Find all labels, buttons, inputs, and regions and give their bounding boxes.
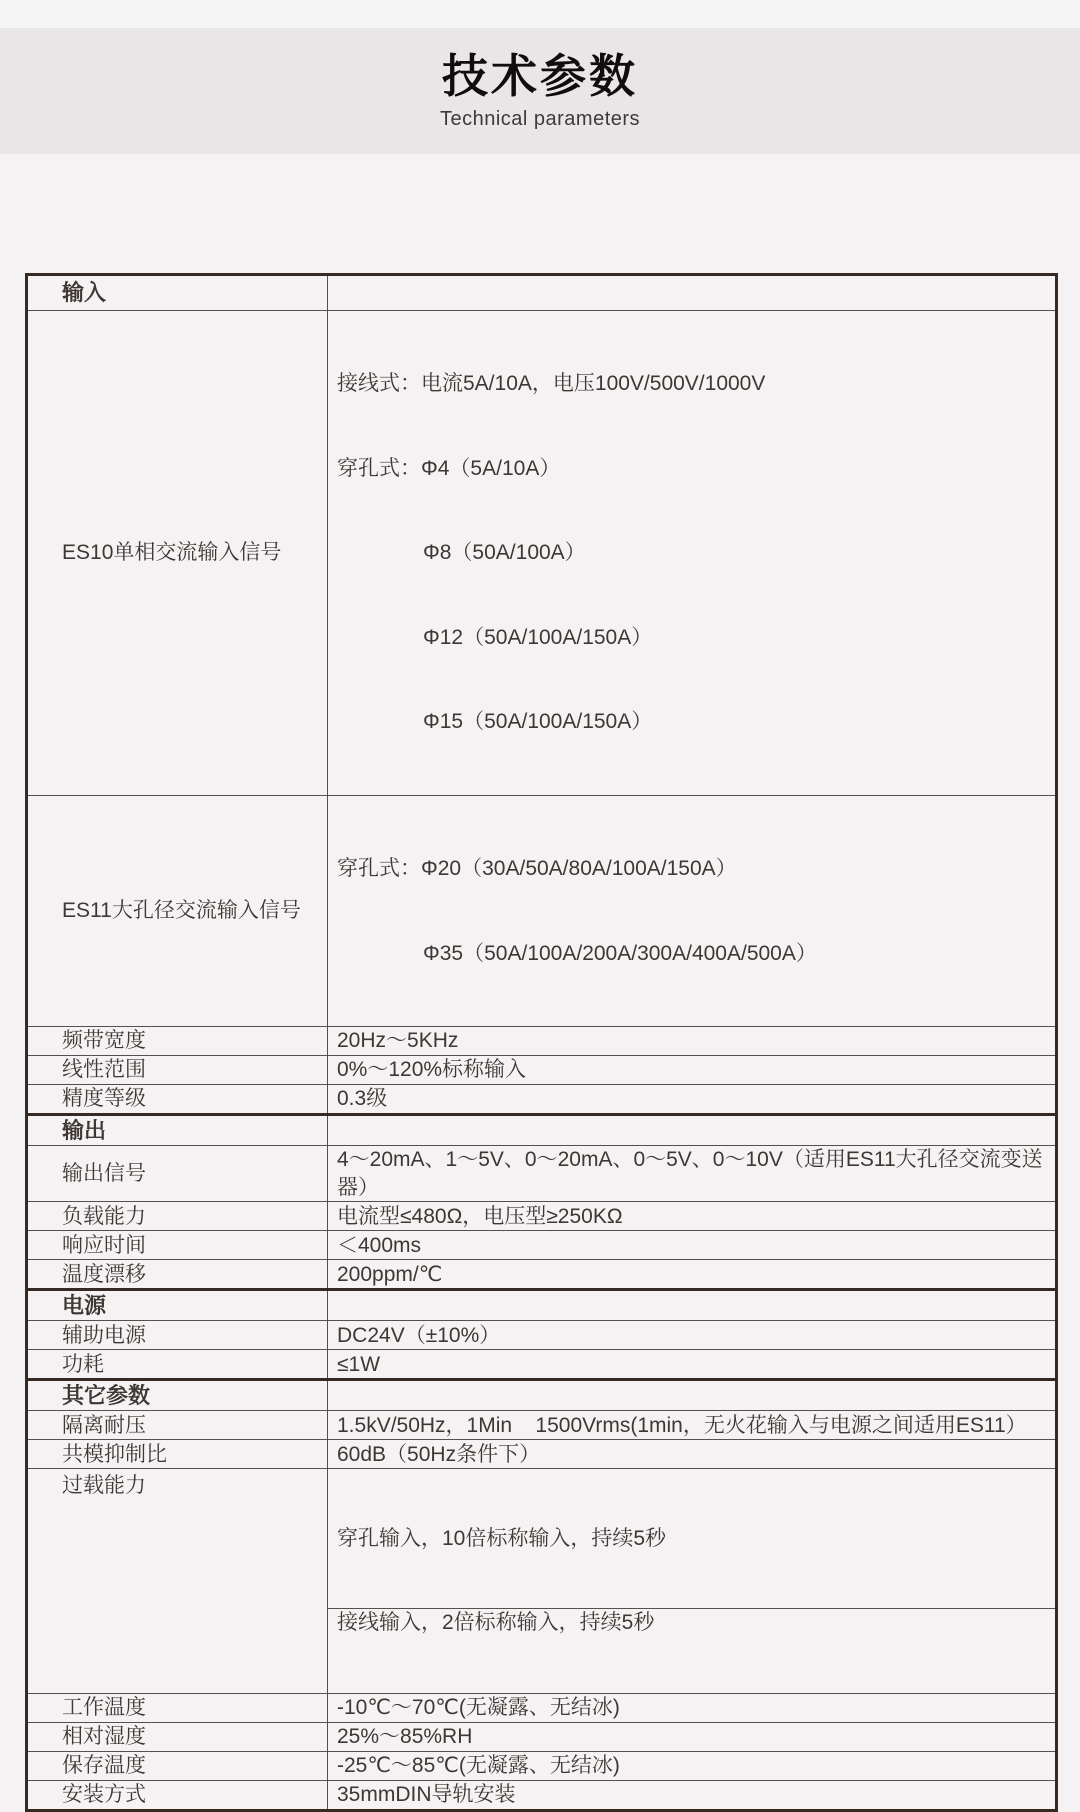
row-label: ES10单相交流输入信号 bbox=[28, 311, 328, 795]
title-band bbox=[0, 28, 1080, 154]
row-label: 隔离耐压 bbox=[28, 1411, 328, 1439]
row-value: -25℃～85℃(无凝露、无结冰) bbox=[337, 1753, 620, 1777]
table-row bbox=[28, 795, 1055, 1026]
row-label: 安装方式 bbox=[28, 1781, 328, 1809]
table-row bbox=[28, 1026, 1055, 1055]
section-spacer bbox=[328, 276, 1055, 310]
row-value: 60dB（50Hz条件下） bbox=[337, 1442, 541, 1466]
row-label: ES11大孔径交流输入信号 bbox=[28, 796, 328, 1026]
table-row bbox=[28, 1055, 1055, 1084]
row-label: 温度漂移 bbox=[28, 1260, 328, 1288]
table-row-overload bbox=[28, 1468, 1055, 1692]
table-row bbox=[28, 1201, 1055, 1230]
row-value: 0%～120%标称输入 bbox=[337, 1058, 527, 1082]
section-header-input bbox=[28, 276, 1055, 310]
technical-parameters-table bbox=[25, 273, 1058, 1812]
section-header-other bbox=[28, 1378, 1055, 1410]
section-title: 其它参数 bbox=[28, 1381, 328, 1410]
row-value bbox=[328, 796, 1055, 1026]
row-label: 辅助电源 bbox=[28, 1321, 328, 1349]
row-value: -10℃～70℃(无凝露、无结冰) bbox=[337, 1695, 620, 1719]
section-spacer bbox=[328, 1116, 1055, 1145]
table-row bbox=[28, 1145, 1055, 1201]
value-line: Φ12（50A/100A/150A） bbox=[423, 625, 653, 649]
row-value: 20Hz～5KHz bbox=[337, 1029, 459, 1053]
top-strip bbox=[0, 0, 1080, 28]
row-label: 工作温度 bbox=[28, 1694, 328, 1722]
row-label: 负载能力 bbox=[28, 1202, 328, 1230]
row-value: DC24V（±10%） bbox=[337, 1323, 501, 1347]
table-row bbox=[28, 1084, 1055, 1113]
row-value bbox=[328, 311, 1055, 795]
row-label: 过载能力 bbox=[28, 1469, 328, 1692]
row-label: 共模抑制比 bbox=[28, 1440, 328, 1468]
row-label: 频带宽度 bbox=[28, 1027, 328, 1055]
row-label: 功耗 bbox=[28, 1350, 328, 1378]
page-subtitle: Technical parameters bbox=[439, 107, 641, 130]
row-value: ≤1W bbox=[337, 1352, 381, 1376]
row-label: 相对湿度 bbox=[28, 1723, 328, 1751]
row-value bbox=[328, 1469, 1055, 1692]
row-value: 25%～85%RH bbox=[337, 1724, 473, 1748]
section-spacer bbox=[328, 1381, 1055, 1410]
row-value: ＜400ms bbox=[337, 1233, 422, 1257]
value-line: 穿孔式：Φ20（30A/50A/80A/100A/150A） bbox=[337, 857, 737, 881]
table-row bbox=[28, 1439, 1055, 1468]
value-line: Φ15（50A/100A/150A） bbox=[423, 710, 653, 734]
row-label: 响应时间 bbox=[28, 1231, 328, 1259]
value-line: 穿孔式：Φ4（5A/10A） bbox=[337, 456, 561, 480]
row-value: 35mmDIN导轨安装 bbox=[337, 1782, 516, 1806]
row-label: 输出信号 bbox=[28, 1146, 328, 1201]
table-row bbox=[28, 1349, 1055, 1378]
value-line: 接线式：电流5A/10A，电压100V/500V/1000V bbox=[337, 372, 766, 396]
table-row bbox=[28, 1230, 1055, 1259]
table-row bbox=[28, 1320, 1055, 1349]
table-row bbox=[28, 1410, 1055, 1439]
section-title: 输出 bbox=[28, 1116, 328, 1145]
row-label: 线性范围 bbox=[28, 1056, 328, 1084]
value-line: Φ8（50A/100A） bbox=[423, 541, 586, 565]
value-line: 穿孔输入，10倍标称输入，持续5秒 bbox=[337, 1526, 667, 1550]
row-label: 保存温度 bbox=[28, 1752, 328, 1780]
section-header-power bbox=[28, 1288, 1055, 1320]
row-value: 电流型≤480Ω，电压型≥250KΩ bbox=[337, 1204, 623, 1228]
table-row bbox=[28, 310, 1055, 795]
section-spacer bbox=[328, 1291, 1055, 1320]
page-title: 技术参数 bbox=[442, 50, 638, 103]
table-row bbox=[28, 1722, 1055, 1751]
row-value: 1.5kV/50Hz，1Min 1500Vrms(1min，无火花输入与电源之间适用ES11） bbox=[337, 1413, 1027, 1437]
table-row bbox=[28, 1751, 1055, 1780]
table-row bbox=[28, 1780, 1055, 1809]
row-label: 精度等级 bbox=[28, 1085, 328, 1113]
row-value: 4～20mA、1～5V、0～20mA、0～5V、0～10V（适用ES11大孔径交流变送器） bbox=[337, 1147, 1043, 1199]
table-row bbox=[28, 1693, 1055, 1722]
section-title: 输入 bbox=[28, 276, 328, 310]
section-header-output bbox=[28, 1113, 1055, 1145]
value-line: Φ35（50A/100A/200A/300A/400A/500A） bbox=[423, 941, 817, 965]
value-line: 接线输入，2倍标称输入，持续5秒 bbox=[328, 1608, 1055, 1637]
table-row bbox=[28, 1259, 1055, 1288]
section-title: 电源 bbox=[28, 1291, 328, 1320]
row-value: 200ppm/℃ bbox=[337, 1262, 443, 1286]
row-value: 0.3级 bbox=[337, 1087, 388, 1111]
